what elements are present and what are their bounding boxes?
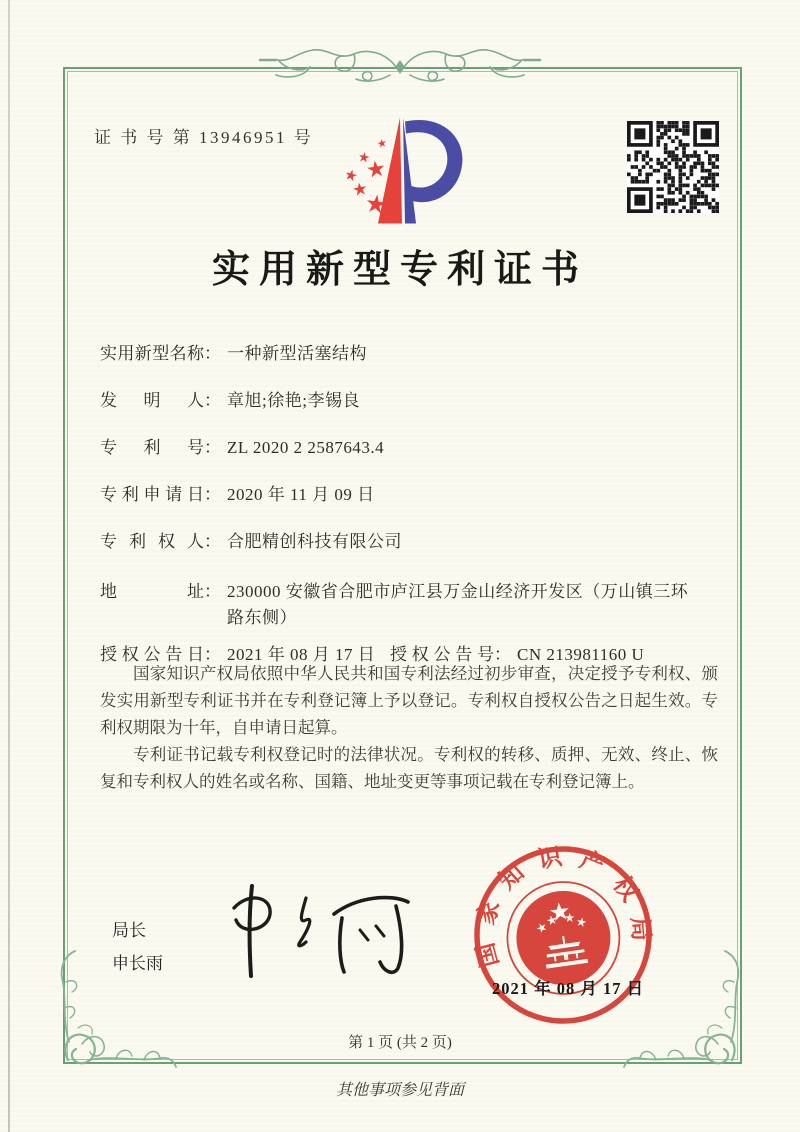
- field-colon: ：: [204, 532, 221, 551]
- field-value: 合肥精创科技有限公司: [227, 532, 402, 551]
- field-label: 专利号: [100, 438, 204, 457]
- fields-section: [100, 344, 720, 692]
- field-label: 专利申请日: [100, 485, 204, 504]
- page-number: 第 1 页 (共 2 页): [348, 1035, 452, 1051]
- field-label: 地址: [100, 582, 204, 601]
- commissioner-title: 局长: [112, 921, 146, 940]
- field-colon: ：: [204, 438, 221, 457]
- field-value: 一种新型活塞结构: [227, 344, 367, 363]
- commissioner-name: 申长雨: [112, 954, 163, 973]
- seal-date: 2021 年 08 月 17 日: [491, 979, 645, 998]
- legal-paragraph-1: 国家知识产权局依照中华人民共和国专利法经过初步审查，决定授予专利权、颁发实用新型专利证书并在专利登记簿上予以登记。专利权自授权公告之日起生效。专利权期限为十年，自申请日起算。: [100, 664, 718, 737]
- qr-code: [627, 121, 719, 213]
- field-value: 230000 安徽省合肥市庐江县万金山经济开发区（万山镇三环路东侧）: [227, 582, 689, 627]
- field-colon: ：: [204, 645, 221, 664]
- scan-page-edge: [8, 0, 10, 1132]
- cnipa-logo-icon: [336, 110, 471, 238]
- field-label: 发明人: [100, 391, 204, 410]
- commissioner-signature-icon: [218, 872, 430, 988]
- field-value: ZL 2020 2 2587643.4: [227, 438, 385, 457]
- grant-date-value: 2021 年 08 月 17 日: [227, 645, 376, 664]
- field-label: 授权公告日: [100, 645, 204, 664]
- legal-paragraph-2: 专利证书记载专利权登记时的法律状况。专利权的转移、质押、无效、终止、恢复和专利权人的姓名或名称、国籍、地址变更等事项记载在专利登记簿上。: [100, 745, 718, 791]
- field-label: 专利权人: [100, 532, 204, 551]
- field-label: 实用新型名称: [100, 344, 204, 363]
- official-seal-icon: [456, 828, 671, 1043]
- field-colon: ：: [204, 485, 221, 504]
- field-colon: ：: [204, 344, 221, 363]
- field-colon: ：: [204, 391, 221, 410]
- dragon-scroll-ornament-icon: [258, 36, 542, 98]
- certificate-number: 证 书 号 第 13946951 号: [94, 128, 314, 147]
- field-row-patentee: [100, 532, 720, 552]
- field-row-utility-model-name: [100, 344, 720, 364]
- field-row-patent-number: [100, 438, 720, 458]
- field-row-address: [100, 579, 720, 631]
- field-value: 章旭;徐艳;李锡良: [227, 391, 360, 410]
- field-colon: ：: [204, 582, 221, 601]
- field-value: 2020 年 11 月 09 日: [227, 485, 375, 504]
- field-colon: ：: [494, 645, 511, 664]
- seal-agency-text: 国家知识产权局: [472, 844, 654, 970]
- field-row-inventors: [100, 391, 720, 411]
- back-side-note: 其他事项参见背面: [335, 1082, 464, 1099]
- certificate-title: 实用新型专利证书: [211, 249, 588, 291]
- grant-number-value: CN 213981160 U: [517, 645, 645, 664]
- field-label: 授权公告号: [390, 645, 494, 664]
- legal-text: [100, 660, 718, 795]
- field-row-filing-date: [100, 485, 720, 505]
